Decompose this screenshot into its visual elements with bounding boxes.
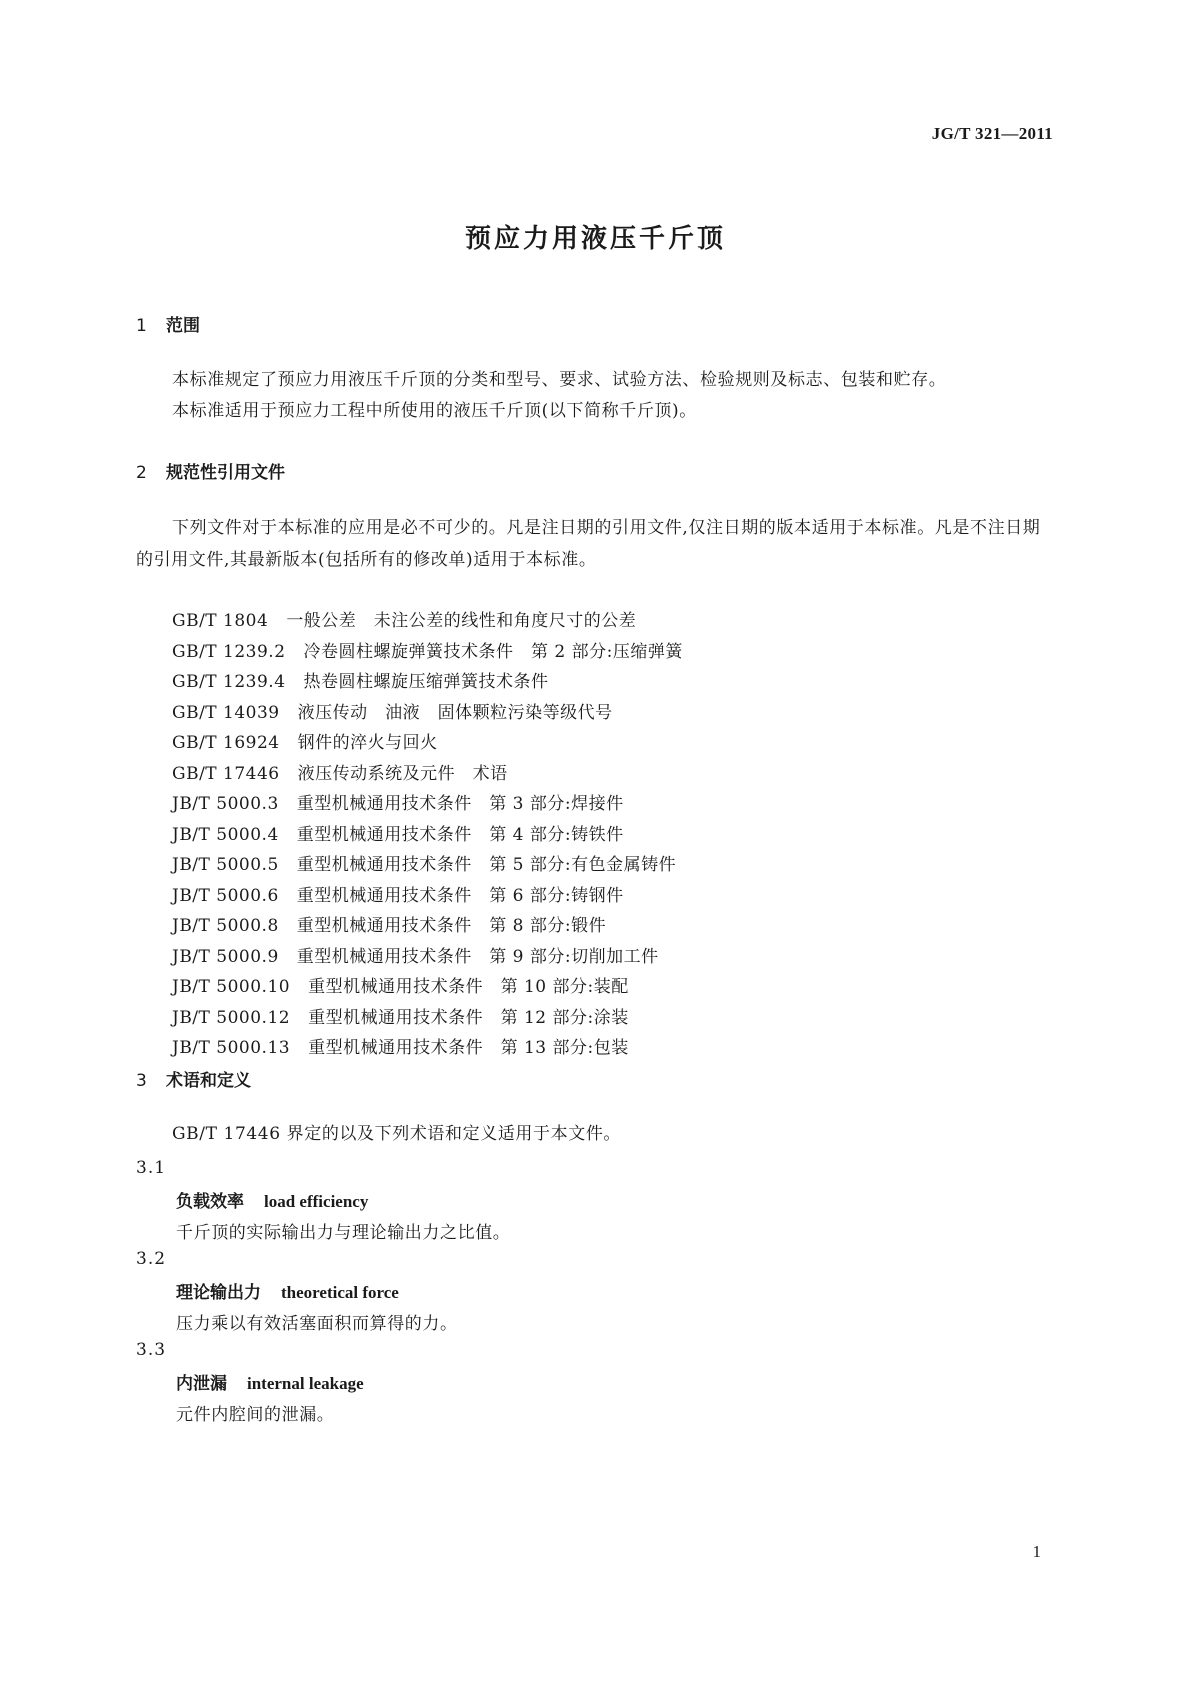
reference-code: JB/T 5000.4 bbox=[172, 824, 279, 845]
reference-code: GB/T 14039 bbox=[172, 702, 280, 723]
term-definition: 元件内腔间的泄漏。 bbox=[176, 1405, 335, 1425]
paragraph: 下列文件对于本标准的应用是必不可少的。凡是注日期的引用文件,仅注日期的版本适用于本标准。凡是不注日期的引用文件,其最新版本(包括所有的修改单)适用于本标准。 bbox=[136, 518, 1041, 570]
reference-code: JB/T 5000.12 bbox=[172, 1007, 291, 1028]
reference-title: 重型机械通用技术条件 第 8 部分:锻件 bbox=[296, 916, 607, 936]
section-heading-terms-definitions bbox=[136, 1066, 251, 1091]
reference-title: 一般公差 未注公差的线性和角度尺寸的公差 bbox=[286, 611, 637, 631]
reference-code: JB/T 5000.8 bbox=[172, 916, 279, 936]
reference-item bbox=[172, 850, 683, 881]
term-number: 3.1 bbox=[136, 1158, 167, 1178]
paragraph: GB/T 17446 界定的以及下列术语和定义适用于本文件。 bbox=[172, 1124, 622, 1144]
reference-code: GB/T 16924 bbox=[172, 733, 280, 753]
reference-title: 重型机械通用技术条件 第 4 部分:铸铁件 bbox=[296, 824, 624, 845]
reference-item bbox=[172, 972, 683, 1003]
reference-item bbox=[172, 728, 683, 759]
reference-item bbox=[172, 1033, 683, 1064]
reference-title: 重型机械通用技术条件 第 10 部分:装配 bbox=[308, 977, 629, 997]
reference-item bbox=[172, 789, 683, 820]
section-number: 2 bbox=[136, 463, 147, 483]
reference-title: 钢件的淬火与回火 bbox=[297, 733, 438, 753]
reference-title: 重型机械通用技术条件 第 9 部分:切削加工件 bbox=[296, 946, 659, 967]
term-definition: 千斤顶的实际输出力与理论输出力之比值。 bbox=[176, 1223, 511, 1243]
reference-item bbox=[172, 698, 683, 729]
reference-title: 重型机械通用技术条件 第 12 部分:涂装 bbox=[308, 1007, 629, 1028]
term-english: theoretical force bbox=[281, 1283, 399, 1302]
reference-item bbox=[172, 637, 683, 668]
section-number: 3 bbox=[136, 1071, 147, 1091]
reference-code: GB/T 17446 bbox=[172, 763, 280, 784]
reference-code: JB/T 5000.9 bbox=[172, 946, 279, 967]
reference-code: GB/T 1804 bbox=[172, 611, 269, 631]
term-heading bbox=[176, 1278, 399, 1303]
term-heading bbox=[176, 1369, 364, 1394]
reference-item bbox=[172, 820, 683, 851]
page-number: 1 bbox=[1032, 1542, 1041, 1561]
term-definition: 压力乘以有效活塞面积而算得的力。 bbox=[176, 1314, 458, 1334]
term-chinese: 内泄漏 bbox=[176, 1374, 227, 1394]
reference-code: JB/T 5000.3 bbox=[172, 794, 279, 814]
reference-title: 重型机械通用技术条件 第 6 部分:铸钢件 bbox=[296, 885, 624, 906]
reference-item bbox=[172, 881, 683, 912]
reference-code: GB/T 1239.4 bbox=[172, 672, 286, 692]
reference-title: 冷卷圆柱螺旋弹簧技术条件 第 2 部分:压缩弹簧 bbox=[303, 641, 683, 662]
term-chinese: 理论输出力 bbox=[176, 1283, 261, 1303]
reference-item bbox=[172, 1003, 683, 1034]
reference-item bbox=[172, 942, 683, 973]
reference-code: GB/T 1239.2 bbox=[172, 641, 286, 662]
reference-code: JB/T 5000.5 bbox=[172, 855, 279, 875]
reference-item bbox=[172, 606, 683, 637]
reference-title: 重型机械通用技术条件 第 3 部分:焊接件 bbox=[296, 794, 624, 814]
reference-item bbox=[172, 759, 683, 790]
term-number: 3.3 bbox=[136, 1340, 167, 1360]
term-number: 3.2 bbox=[136, 1249, 167, 1269]
standard-code: JG/T 321—2011 bbox=[931, 124, 1053, 143]
reference-item bbox=[172, 667, 683, 698]
section-title: 规范性引用文件 bbox=[166, 463, 285, 483]
reference-title: 液压传动系统及元件 术语 bbox=[297, 763, 508, 784]
reference-title: 重型机械通用技术条件 第 13 部分:包装 bbox=[308, 1038, 629, 1058]
section-heading-normative-references bbox=[136, 458, 285, 483]
paragraph: 本标准适用于预应力工程中所使用的液压千斤顶(以下简称千斤顶)。 bbox=[172, 401, 697, 421]
term-heading bbox=[176, 1187, 368, 1212]
term-english: load efficiency bbox=[264, 1192, 369, 1211]
reference-title: 液压传动 油液 固体颗粒污染等级代号 bbox=[297, 702, 613, 723]
reference-code: JB/T 5000.13 bbox=[172, 1038, 291, 1058]
paragraph: 本标准规定了预应力用液压千斤顶的分类和型号、要求、试验方法、检验规则及标志、包装和贮存。 bbox=[172, 370, 947, 390]
reference-code: JB/T 5000.6 bbox=[172, 885, 279, 906]
reference-list bbox=[172, 606, 683, 1064]
term-english: internal leakage bbox=[247, 1374, 364, 1393]
section-number: 1 bbox=[136, 316, 147, 336]
section-heading-scope bbox=[136, 311, 200, 336]
term-chinese: 负载效率 bbox=[176, 1192, 244, 1212]
reference-title: 重型机械通用技术条件 第 5 部分:有色金属铸件 bbox=[296, 855, 677, 875]
section-title: 范围 bbox=[166, 316, 200, 336]
reference-title: 热卷圆柱螺旋压缩弹簧技术条件 bbox=[303, 672, 549, 692]
reference-item bbox=[172, 911, 683, 942]
reference-code: JB/T 5000.10 bbox=[172, 977, 291, 997]
section-title: 术语和定义 bbox=[166, 1071, 251, 1091]
document-title: 预应力用液压千斤顶 bbox=[464, 224, 726, 254]
